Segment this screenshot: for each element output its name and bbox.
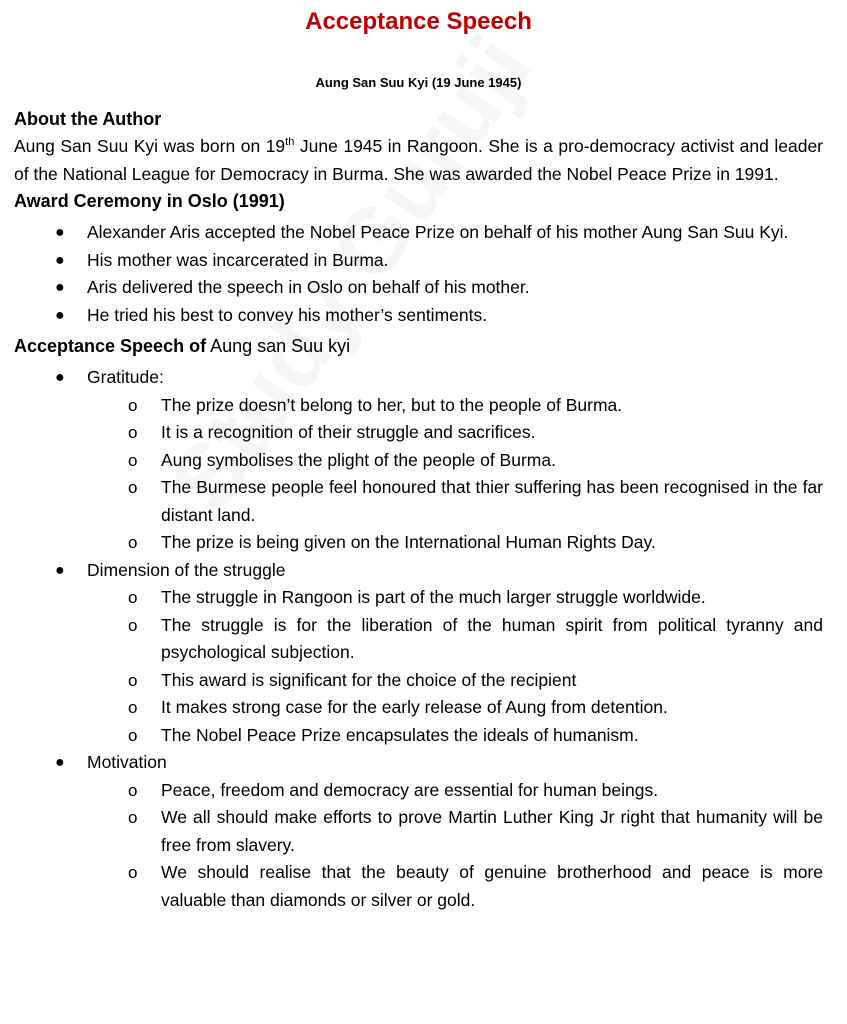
point-text: Peace, freedom and democracy are essential for human beings. (161, 779, 659, 800)
bullet-icon: ● (55, 561, 65, 579)
ceremony-list (14, 219, 823, 329)
bullet-icon: ● (55, 754, 65, 771)
about-text-start: Aung San Suu Kyi was born on 19 (14, 136, 286, 156)
section-label: Motivation (87, 752, 167, 772)
list-item (14, 694, 823, 722)
list-item (14, 302, 823, 330)
list-item (14, 667, 823, 695)
circle-bullet-icon: o (128, 588, 138, 607)
circle-bullet-icon: o (128, 395, 138, 415)
list-item (14, 777, 823, 805)
speech-heading (14, 333, 823, 360)
circle-bullet-icon: o (128, 863, 138, 882)
point-text: Aung symbolises the plight of the people of Burma. (161, 449, 556, 470)
about-heading: About the Author (14, 109, 162, 129)
point-text: The struggle is for the liberation of the human spirit from political tyranny and psychological subjection. (161, 614, 823, 662)
point-text: We should realise that the beauty of genuine brotherhood and peace is more valuable than diamonds or silver or gold. (161, 862, 823, 910)
point-text: It makes strong case for the early release of Aung from detention. (161, 697, 668, 717)
point-text: The Burmese people feel honoured that thier suffering has been recognised in the far distant land. (161, 477, 823, 525)
list-item (14, 474, 823, 529)
circle-bullet-icon: o (128, 698, 138, 717)
list-item (14, 859, 823, 914)
ceremony-item-text: Aris delivered the speech in Oslo on behalf of his mother. (87, 277, 530, 297)
point-text: The struggle in Rangoon is part of the much larger struggle worldwide. (161, 587, 706, 607)
subtitle: Aung San Suu Kyi (19 June 1945) (315, 75, 522, 90)
bullet-icon: ● (55, 369, 65, 386)
speech-heading-normal: Aung san Suu kyi (206, 336, 351, 356)
circle-bullet-icon: o (128, 533, 138, 552)
circle-bullet-icon: o (128, 450, 138, 470)
about-paragraph (14, 133, 823, 188)
bullet-icon: ● (55, 279, 65, 296)
list-item (14, 447, 823, 475)
bullet-icon: ● (55, 306, 65, 324)
point-text: The prize doesn’t belong to her, but to the people of Burma. (161, 394, 623, 415)
page-title: Acceptance Speech (305, 8, 532, 35)
speech-section-dimension (14, 557, 823, 750)
ceremony-item-text: He tried his best to convey his mother’s sentiments. (87, 304, 488, 325)
list-item (14, 274, 823, 302)
list-item (14, 584, 823, 612)
list-item (14, 392, 823, 420)
motivation-points (14, 777, 823, 915)
speech-sections (14, 364, 823, 914)
about-superscript: th (285, 136, 295, 149)
bullet-icon: ● (55, 224, 65, 241)
list-item (14, 612, 823, 667)
circle-bullet-icon: o (128, 670, 138, 690)
list-item (14, 219, 823, 247)
list-item (14, 529, 823, 557)
circle-bullet-icon: o (128, 478, 138, 497)
section-label: Gratitude: (87, 367, 164, 387)
point-text: The prize is being given on the International Human Rights Day. (161, 532, 656, 552)
speech-section-motivation (14, 749, 823, 914)
gratitude-points (14, 392, 823, 557)
ceremony-item-text: His mother was incarcerated in Burma. (87, 249, 389, 270)
point-text: We all should make efforts to prove Martin Luther King Jr right that humanity will be free from slavery. (161, 807, 823, 855)
ceremony-item-text: Alexander Aris accepted the Nobel Peace Prize on behalf of his mother Aung San Suu Kyi. (87, 222, 789, 242)
circle-bullet-icon: o (128, 808, 138, 827)
list-item (14, 419, 823, 447)
circle-bullet-icon: o (128, 780, 138, 800)
speech-heading-bold: Acceptance Speech of (14, 336, 207, 356)
point-text: The Nobel Peace Prize encapsulates the ideals of humanism. (161, 724, 639, 745)
ceremony-heading: Award Ceremony in Oslo (1991) (14, 191, 285, 211)
speech-section-gratitude (14, 364, 823, 557)
circle-bullet-icon: o (128, 615, 138, 635)
section-label: Dimension of the struggle (87, 559, 286, 580)
bullet-icon: ● (55, 251, 65, 269)
list-item (14, 247, 823, 275)
dimension-points (14, 584, 823, 749)
circle-bullet-icon: o (128, 423, 138, 442)
list-item (14, 722, 823, 750)
point-text: It is a recognition of their struggle and sacrifices. (161, 422, 536, 442)
circle-bullet-icon: o (128, 725, 138, 745)
list-item (14, 804, 823, 859)
about-text-end: June 1945 in Rangoon. She is a pro-democracy activist and leader of the National League for Democracy in Burma. She was awarded the Nobel Peace Prize in 1991. (14, 136, 823, 184)
point-text: This award is significant for the choice of the recipient (161, 669, 577, 690)
